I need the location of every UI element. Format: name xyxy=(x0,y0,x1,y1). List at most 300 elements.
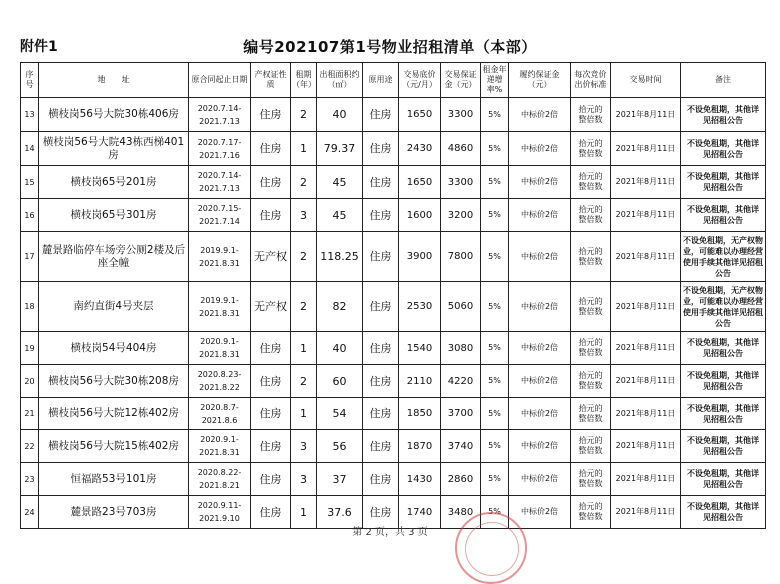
use-cell xyxy=(363,398,399,430)
trade-time-cell-text: 2021年8月11日 xyxy=(615,143,676,153)
increase-rate-cell xyxy=(481,430,509,463)
row-number-text: 18 xyxy=(24,302,35,311)
area-cell xyxy=(317,463,363,496)
trade-time-cell-text: 2021年8月11日 xyxy=(615,251,676,261)
deposit-cell-text: 3200 xyxy=(447,209,474,221)
property-type-cell-text: 住房 xyxy=(259,208,282,222)
contract-dates-cell-text: 2021.8.31 xyxy=(199,350,240,359)
performance-bond-cell xyxy=(509,463,571,496)
area-cell-text: 56 xyxy=(332,439,347,453)
performance-bond-cell-text: 中标价2倍 xyxy=(520,376,559,385)
use-cell-text: 住房 xyxy=(369,142,392,155)
col-header: 交易底价（元/月） xyxy=(399,63,441,98)
deposit-cell-text: 3300 xyxy=(447,109,474,120)
remark-cell-text: 不设免租期，其他详 xyxy=(687,502,759,511)
contract-dates-cell-text: 2019.9.1- xyxy=(200,245,239,255)
table-header-row xyxy=(21,63,766,98)
deposit-cell xyxy=(441,132,481,166)
contract-dates-cell-text: 2020.9.1- xyxy=(200,337,239,346)
remark-cell xyxy=(681,166,766,199)
address-cell xyxy=(39,430,189,463)
address-cell xyxy=(39,365,189,398)
performance-bond-cell xyxy=(509,98,571,132)
table-row xyxy=(21,282,766,332)
page-title: 编号202107第1号物业招租清单（本部） xyxy=(243,38,537,56)
trade-time-cell-text: 2021年8月11日 xyxy=(615,474,676,483)
deposit-cell xyxy=(441,398,481,430)
use-cell-text: 住房 xyxy=(369,407,392,420)
row-number-text: 14 xyxy=(24,144,35,153)
base-price-cell-text: 1540 xyxy=(406,342,433,354)
trade-time-cell-text: 2021年8月11日 xyxy=(615,441,676,450)
contract-dates-cell-text: 2021.7.14 xyxy=(199,217,240,226)
term-cell xyxy=(291,132,317,166)
trade-time-cell xyxy=(611,166,681,199)
bid-standard-cell-text: 拾元的 xyxy=(578,246,603,256)
contract-dates-cell-text: 2021.8.21 xyxy=(199,481,240,490)
address-cell xyxy=(39,199,189,232)
bid-standard-cell-text: 拾元的 xyxy=(578,172,603,181)
col-header: 每次竞价出价标准 xyxy=(571,63,611,98)
address-cell xyxy=(39,398,189,430)
use-cell-text: 住房 xyxy=(369,472,392,486)
performance-bond-cell-text: 中标价2倍 xyxy=(520,441,559,450)
bid-standard-cell-text: 整倍数 xyxy=(578,306,603,316)
contract-dates-cell-text: 2020.8.7- xyxy=(200,402,239,412)
base-price-cell xyxy=(399,365,441,398)
remark-cell-text: 不设免租期，其他详 xyxy=(687,403,759,413)
remark-cell-text: 业，可能难以办理经营 xyxy=(683,246,763,256)
term-cell xyxy=(291,282,317,332)
remark-cell-text: 不设免租期，无产权物 xyxy=(683,285,763,295)
trade-time-cell xyxy=(611,132,681,166)
increase-rate-cell-text: 5% xyxy=(488,408,501,418)
area-cell-text: 45 xyxy=(332,175,347,189)
bid-standard-cell-text: 拾元的 xyxy=(578,436,603,445)
contract-dates-cell xyxy=(189,282,251,332)
trade-time-cell-text: 2021年8月11日 xyxy=(615,109,676,119)
area-cell-text: 45 xyxy=(332,208,347,222)
term-cell-text: 1 xyxy=(300,142,307,155)
address-cell-text: 横枝岗56号大院15栋402房 xyxy=(48,439,179,452)
performance-bond-cell xyxy=(509,232,571,282)
base-price-cell-text: 2430 xyxy=(406,143,433,154)
col-header: 交易时间 xyxy=(611,63,681,98)
use-cell xyxy=(363,232,399,282)
row-number xyxy=(21,132,39,166)
remark-cell-text: 不设免租期，其他详 xyxy=(687,371,759,380)
bid-standard-cell-text: 整倍数 xyxy=(578,148,603,158)
address-cell xyxy=(39,463,189,496)
col-header: 地 址 xyxy=(39,63,189,98)
area-cell-text: 118.25 xyxy=(320,250,359,263)
row-number xyxy=(21,166,39,199)
deposit-cell xyxy=(441,282,481,332)
use-cell-text: 住房 xyxy=(369,108,392,121)
term-cell-text: 1 xyxy=(300,407,307,420)
increase-rate-cell-text: 5% xyxy=(488,301,501,311)
deposit-cell xyxy=(441,365,481,398)
deposit-cell-text: 3080 xyxy=(447,342,474,354)
row-number-text: 16 xyxy=(24,210,35,220)
row-number-text: 21 xyxy=(24,409,35,418)
property-type-cell xyxy=(251,282,291,332)
property-type-cell-text: 住房 xyxy=(259,472,282,486)
contract-dates-cell-text: 2021.9.10 xyxy=(199,514,240,523)
table-row xyxy=(21,463,766,496)
remark-cell xyxy=(681,232,766,282)
area-cell-text: 82 xyxy=(332,300,347,313)
row-number-text: 23 xyxy=(24,474,35,484)
area-cell xyxy=(317,98,363,132)
area-cell-text: 79.37 xyxy=(323,142,356,155)
contract-dates-cell-text: 2021.7.13 xyxy=(199,116,240,126)
trade-time-cell-text: 2021年8月11日 xyxy=(615,376,676,385)
performance-bond-cell-text: 中标价2倍 xyxy=(520,143,559,153)
remark-cell xyxy=(681,365,766,398)
base-price-cell-text: 1430 xyxy=(406,473,433,485)
address-cell-text: 麓景路23号703房 xyxy=(70,505,157,518)
trade-time-cell-text: 2021年8月11日 xyxy=(615,343,676,352)
property-type-cell xyxy=(251,332,291,365)
address-cell xyxy=(39,282,189,332)
row-number xyxy=(21,398,39,430)
row-number-text: 20 xyxy=(24,376,35,386)
deposit-cell xyxy=(441,232,481,282)
area-cell-text: 40 xyxy=(332,108,347,121)
base-price-cell-text: 1870 xyxy=(406,440,433,452)
remark-cell-text: 不设免租期，无产权物 xyxy=(683,235,763,245)
base-price-cell xyxy=(399,166,441,199)
deposit-cell-text: 5060 xyxy=(447,301,474,312)
bid-standard-cell xyxy=(571,430,611,463)
table-row xyxy=(21,365,766,398)
col-header: 产权证性质 xyxy=(251,63,291,98)
trade-time-cell-text: 2021年8月11日 xyxy=(615,408,676,418)
term-cell-text: 2 xyxy=(300,250,307,263)
trade-time-cell-text: 2021年8月11日 xyxy=(615,177,676,186)
base-price-cell-text: 3900 xyxy=(406,251,433,262)
deposit-cell-text: 7800 xyxy=(447,251,474,262)
term-cell-text: 2 xyxy=(300,300,307,313)
performance-bond-cell-text: 中标价2倍 xyxy=(520,408,559,418)
performance-bond-cell-text: 中标价2倍 xyxy=(520,474,559,483)
contract-dates-cell xyxy=(189,132,251,166)
term-cell-text: 2 xyxy=(300,108,307,121)
contract-dates-cell-text: 2020.9.11- xyxy=(197,501,242,510)
bid-standard-cell-text: 整倍数 xyxy=(578,381,603,390)
remark-cell-text: 见招租公告 xyxy=(703,382,743,391)
use-cell-text: 住房 xyxy=(369,300,392,313)
row-number xyxy=(21,199,39,232)
address-cell-text: 横枝岗56号大院43栋西梯401房 xyxy=(42,135,185,161)
area-cell-text: 60 xyxy=(332,374,347,388)
use-cell xyxy=(363,463,399,496)
bid-standard-cell-text: 整倍数 xyxy=(578,479,603,488)
area-cell xyxy=(317,132,363,166)
base-price-cell-text: 1650 xyxy=(406,176,433,188)
increase-rate-cell xyxy=(481,98,509,132)
attachment-label: 附件1 xyxy=(20,39,58,55)
row-number-text: 15 xyxy=(24,177,35,187)
remark-cell-text: 不设免租期，其他详 xyxy=(687,469,759,478)
performance-bond-cell xyxy=(509,166,571,199)
base-price-cell xyxy=(399,398,441,430)
contract-dates-cell xyxy=(189,430,251,463)
property-type-cell xyxy=(251,398,291,430)
property-type-cell-text: 住房 xyxy=(259,505,282,519)
property-type-cell xyxy=(251,132,291,166)
remark-cell xyxy=(681,398,766,430)
increase-rate-cell xyxy=(481,365,509,398)
contract-dates-cell-text: 2020.8.22- xyxy=(197,468,242,477)
contract-dates-cell-text: 2020.7.17- xyxy=(197,137,242,147)
contract-dates-cell-text: 2021.8.6 xyxy=(201,415,238,425)
trade-time-cell xyxy=(611,98,681,132)
bid-standard-cell-text: 拾元的 xyxy=(578,371,603,380)
remark-cell-text: 不设免租期，其他详 xyxy=(687,104,759,114)
deposit-cell-text: 3740 xyxy=(447,440,474,452)
deposit-cell-text: 4220 xyxy=(447,375,474,387)
area-cell xyxy=(317,282,363,332)
row-number xyxy=(21,430,39,463)
use-cell-text: 住房 xyxy=(369,250,392,263)
property-type-cell xyxy=(251,463,291,496)
col-header: 原合同起止日期 xyxy=(189,63,251,98)
row-number-text: 24 xyxy=(24,507,35,517)
contract-dates-cell-text: 2020.7.14- xyxy=(197,103,242,113)
increase-rate-cell xyxy=(481,232,509,282)
increase-rate-cell xyxy=(481,332,509,365)
address-cell-text: 横枝岗65号301房 xyxy=(70,208,157,221)
area-cell xyxy=(317,232,363,282)
row-number-text: 17 xyxy=(24,252,35,261)
term-cell-text: 2 xyxy=(300,175,307,189)
deposit-cell xyxy=(441,98,481,132)
bid-standard-cell-text: 拾元的 xyxy=(578,403,603,413)
address-cell-text: 南约直街4号夹层 xyxy=(73,300,154,312)
increase-rate-cell-text: 5% xyxy=(488,251,501,261)
table-row xyxy=(21,166,766,199)
trade-time-cell-text: 2021年8月11日 xyxy=(615,507,676,516)
property-type-cell-text: 住房 xyxy=(259,407,282,420)
base-price-cell xyxy=(399,430,441,463)
property-type-cell xyxy=(251,98,291,132)
address-cell-text: 横枝岗56号大院30栋208房 xyxy=(48,374,179,387)
use-cell xyxy=(363,132,399,166)
trade-time-cell-text: 2021年8月11日 xyxy=(615,301,676,311)
remark-cell-text: 见招租公告 xyxy=(703,149,743,159)
performance-bond-cell-text: 中标价2倍 xyxy=(520,210,559,219)
bid-standard-cell xyxy=(571,332,611,365)
property-type-cell-text: 无产权 xyxy=(254,250,287,263)
col-header: 履约保证金（元） xyxy=(509,63,571,98)
trade-time-cell xyxy=(611,463,681,496)
use-cell xyxy=(363,166,399,199)
use-cell-text: 住房 xyxy=(369,374,392,388)
increase-rate-cell-text: 5% xyxy=(488,474,501,483)
contract-dates-cell-text: 2021.7.13 xyxy=(199,184,240,193)
bid-standard-cell-text: 整倍数 xyxy=(578,348,603,357)
term-cell-text: 1 xyxy=(300,505,307,519)
performance-bond-cell xyxy=(509,398,571,430)
base-price-cell-text: 1740 xyxy=(406,506,433,518)
base-price-cell xyxy=(399,98,441,132)
contract-dates-cell xyxy=(189,332,251,365)
remark-cell xyxy=(681,282,766,332)
remark-cell xyxy=(681,199,766,232)
contract-dates-cell xyxy=(189,166,251,199)
address-cell-text: 横枝岗65号201房 xyxy=(70,175,157,188)
bid-standard-cell xyxy=(571,132,611,166)
row-number xyxy=(21,282,39,332)
base-price-cell xyxy=(399,199,441,232)
increase-rate-cell xyxy=(481,463,509,496)
row-number-text: 13 xyxy=(24,110,35,119)
term-cell-text: 3 xyxy=(300,208,307,222)
increase-rate-cell-text: 5% xyxy=(488,441,501,450)
property-type-cell-text: 住房 xyxy=(259,439,282,453)
property-type-cell-text: 住房 xyxy=(259,108,282,121)
contract-dates-cell-text: 2020.7.14- xyxy=(197,171,242,180)
col-header: 序号 xyxy=(21,63,39,98)
deposit-cell xyxy=(441,332,481,365)
contract-dates-cell xyxy=(189,463,251,496)
trade-time-cell xyxy=(611,365,681,398)
bid-standard-cell-text: 拾元的 xyxy=(578,104,603,114)
remark-cell-text: 见招租公告 xyxy=(703,183,743,192)
row-number xyxy=(21,365,39,398)
remark-cell-text: 见招租公告 xyxy=(703,216,743,225)
remark-cell-text: 见招租公告 xyxy=(703,447,743,456)
bid-standard-cell xyxy=(571,199,611,232)
remark-cell xyxy=(681,98,766,132)
contract-dates-cell-text: 2021.7.16 xyxy=(199,150,240,160)
property-type-cell-text: 住房 xyxy=(259,374,282,388)
table-row xyxy=(21,98,766,132)
area-cell xyxy=(317,430,363,463)
address-cell xyxy=(39,232,189,282)
table-row xyxy=(21,332,766,365)
base-price-cell xyxy=(399,463,441,496)
term-cell xyxy=(291,166,317,199)
address-cell-text: 横枝岗56号大院30栋406房 xyxy=(48,108,179,120)
bid-standard-cell-text: 拾元的 xyxy=(578,469,603,478)
term-cell xyxy=(291,398,317,430)
term-cell-text: 3 xyxy=(300,439,307,453)
performance-bond-cell xyxy=(509,430,571,463)
remark-cell-text: 不设免租期，其他详 xyxy=(687,172,759,181)
term-cell xyxy=(291,463,317,496)
property-type-cell xyxy=(251,166,291,199)
table-row xyxy=(21,132,766,166)
term-cell xyxy=(291,232,317,282)
base-price-cell xyxy=(399,332,441,365)
property-type-cell xyxy=(251,232,291,282)
bid-standard-cell-text: 整倍数 xyxy=(578,446,603,455)
remark-cell-text: 不设免租期，其他详 xyxy=(687,205,759,214)
address-cell xyxy=(39,166,189,199)
property-type-cell-text: 住房 xyxy=(259,175,282,189)
contract-dates-cell-text: 2021.8.31 xyxy=(199,308,240,318)
address-cell xyxy=(39,98,189,132)
increase-rate-cell-text: 5% xyxy=(488,109,501,119)
contract-dates-cell-text: 2021.8.31 xyxy=(199,448,240,457)
property-type-cell xyxy=(251,365,291,398)
performance-bond-cell xyxy=(509,365,571,398)
col-header: 原用途 xyxy=(363,63,399,98)
contract-dates-cell-text: 2020.7.15- xyxy=(197,204,242,213)
base-price-cell xyxy=(399,282,441,332)
base-price-cell-text: 1650 xyxy=(406,109,433,120)
trade-time-cell xyxy=(611,332,681,365)
property-type-cell-text: 住房 xyxy=(259,341,282,355)
remark-cell-text: 见招租公告 xyxy=(703,349,743,358)
remark-cell-text: 见招租公告 xyxy=(703,513,743,522)
use-cell-text: 住房 xyxy=(369,175,392,189)
col-header: 备注 xyxy=(681,63,766,98)
area-cell-text: 37.6 xyxy=(327,505,352,519)
deposit-cell xyxy=(441,463,481,496)
increase-rate-cell-text: 5% xyxy=(488,376,501,385)
row-number-text: 22 xyxy=(24,441,35,451)
bid-standard-cell xyxy=(571,166,611,199)
deposit-cell-text: 3300 xyxy=(447,176,474,188)
increase-rate-cell-text: 5% xyxy=(488,210,501,219)
deposit-cell xyxy=(441,199,481,232)
term-cell-text: 3 xyxy=(300,472,307,486)
performance-bond-cell-text: 中标价2倍 xyxy=(520,251,559,261)
performance-bond-cell xyxy=(509,199,571,232)
property-type-cell-text: 住房 xyxy=(259,142,282,155)
deposit-cell-text: 3700 xyxy=(447,408,474,419)
use-cell-text: 住房 xyxy=(369,439,392,453)
bid-standard-cell-text: 整倍数 xyxy=(578,413,603,423)
bid-standard-cell-text: 拾元的 xyxy=(578,338,603,347)
use-cell-text: 住房 xyxy=(369,208,392,222)
bid-standard-cell-text: 整倍数 xyxy=(578,215,603,224)
deposit-cell xyxy=(441,166,481,199)
bid-standard-cell xyxy=(571,98,611,132)
increase-rate-cell-text: 5% xyxy=(488,343,501,352)
area-cell xyxy=(317,398,363,430)
contract-dates-cell-text: 2019.9.1- xyxy=(200,295,239,305)
deposit-cell-text: 2860 xyxy=(447,473,474,485)
term-cell-text: 1 xyxy=(300,341,307,355)
remark-cell-text: 不设免租期，其他详 xyxy=(687,338,759,347)
contract-dates-cell-text: 2021.8.22 xyxy=(199,383,240,392)
performance-bond-cell xyxy=(509,282,571,332)
address-cell-text: 麓景路临停车场旁公厕2楼及后座全幢 xyxy=(41,243,186,269)
bid-standard-cell xyxy=(571,463,611,496)
term-cell xyxy=(291,199,317,232)
bid-standard-cell-text: 整倍数 xyxy=(578,182,603,191)
bid-standard-cell xyxy=(571,365,611,398)
deposit-cell-text: 4860 xyxy=(447,143,474,154)
increase-rate-cell xyxy=(481,132,509,166)
increase-rate-cell xyxy=(481,282,509,332)
use-cell xyxy=(363,332,399,365)
col-header: 交易保证金（元） xyxy=(441,63,481,98)
table-row xyxy=(21,199,766,232)
area-cell-text: 37 xyxy=(332,472,347,486)
remark-cell xyxy=(681,132,766,166)
base-price-cell-text: 1850 xyxy=(406,408,433,419)
table-row xyxy=(21,398,766,430)
remark-cell-text: 使用手续其他详见招租公告 xyxy=(683,257,763,278)
increase-rate-cell-text: 5% xyxy=(488,507,501,516)
bid-standard-cell-text: 整倍数 xyxy=(578,114,603,124)
